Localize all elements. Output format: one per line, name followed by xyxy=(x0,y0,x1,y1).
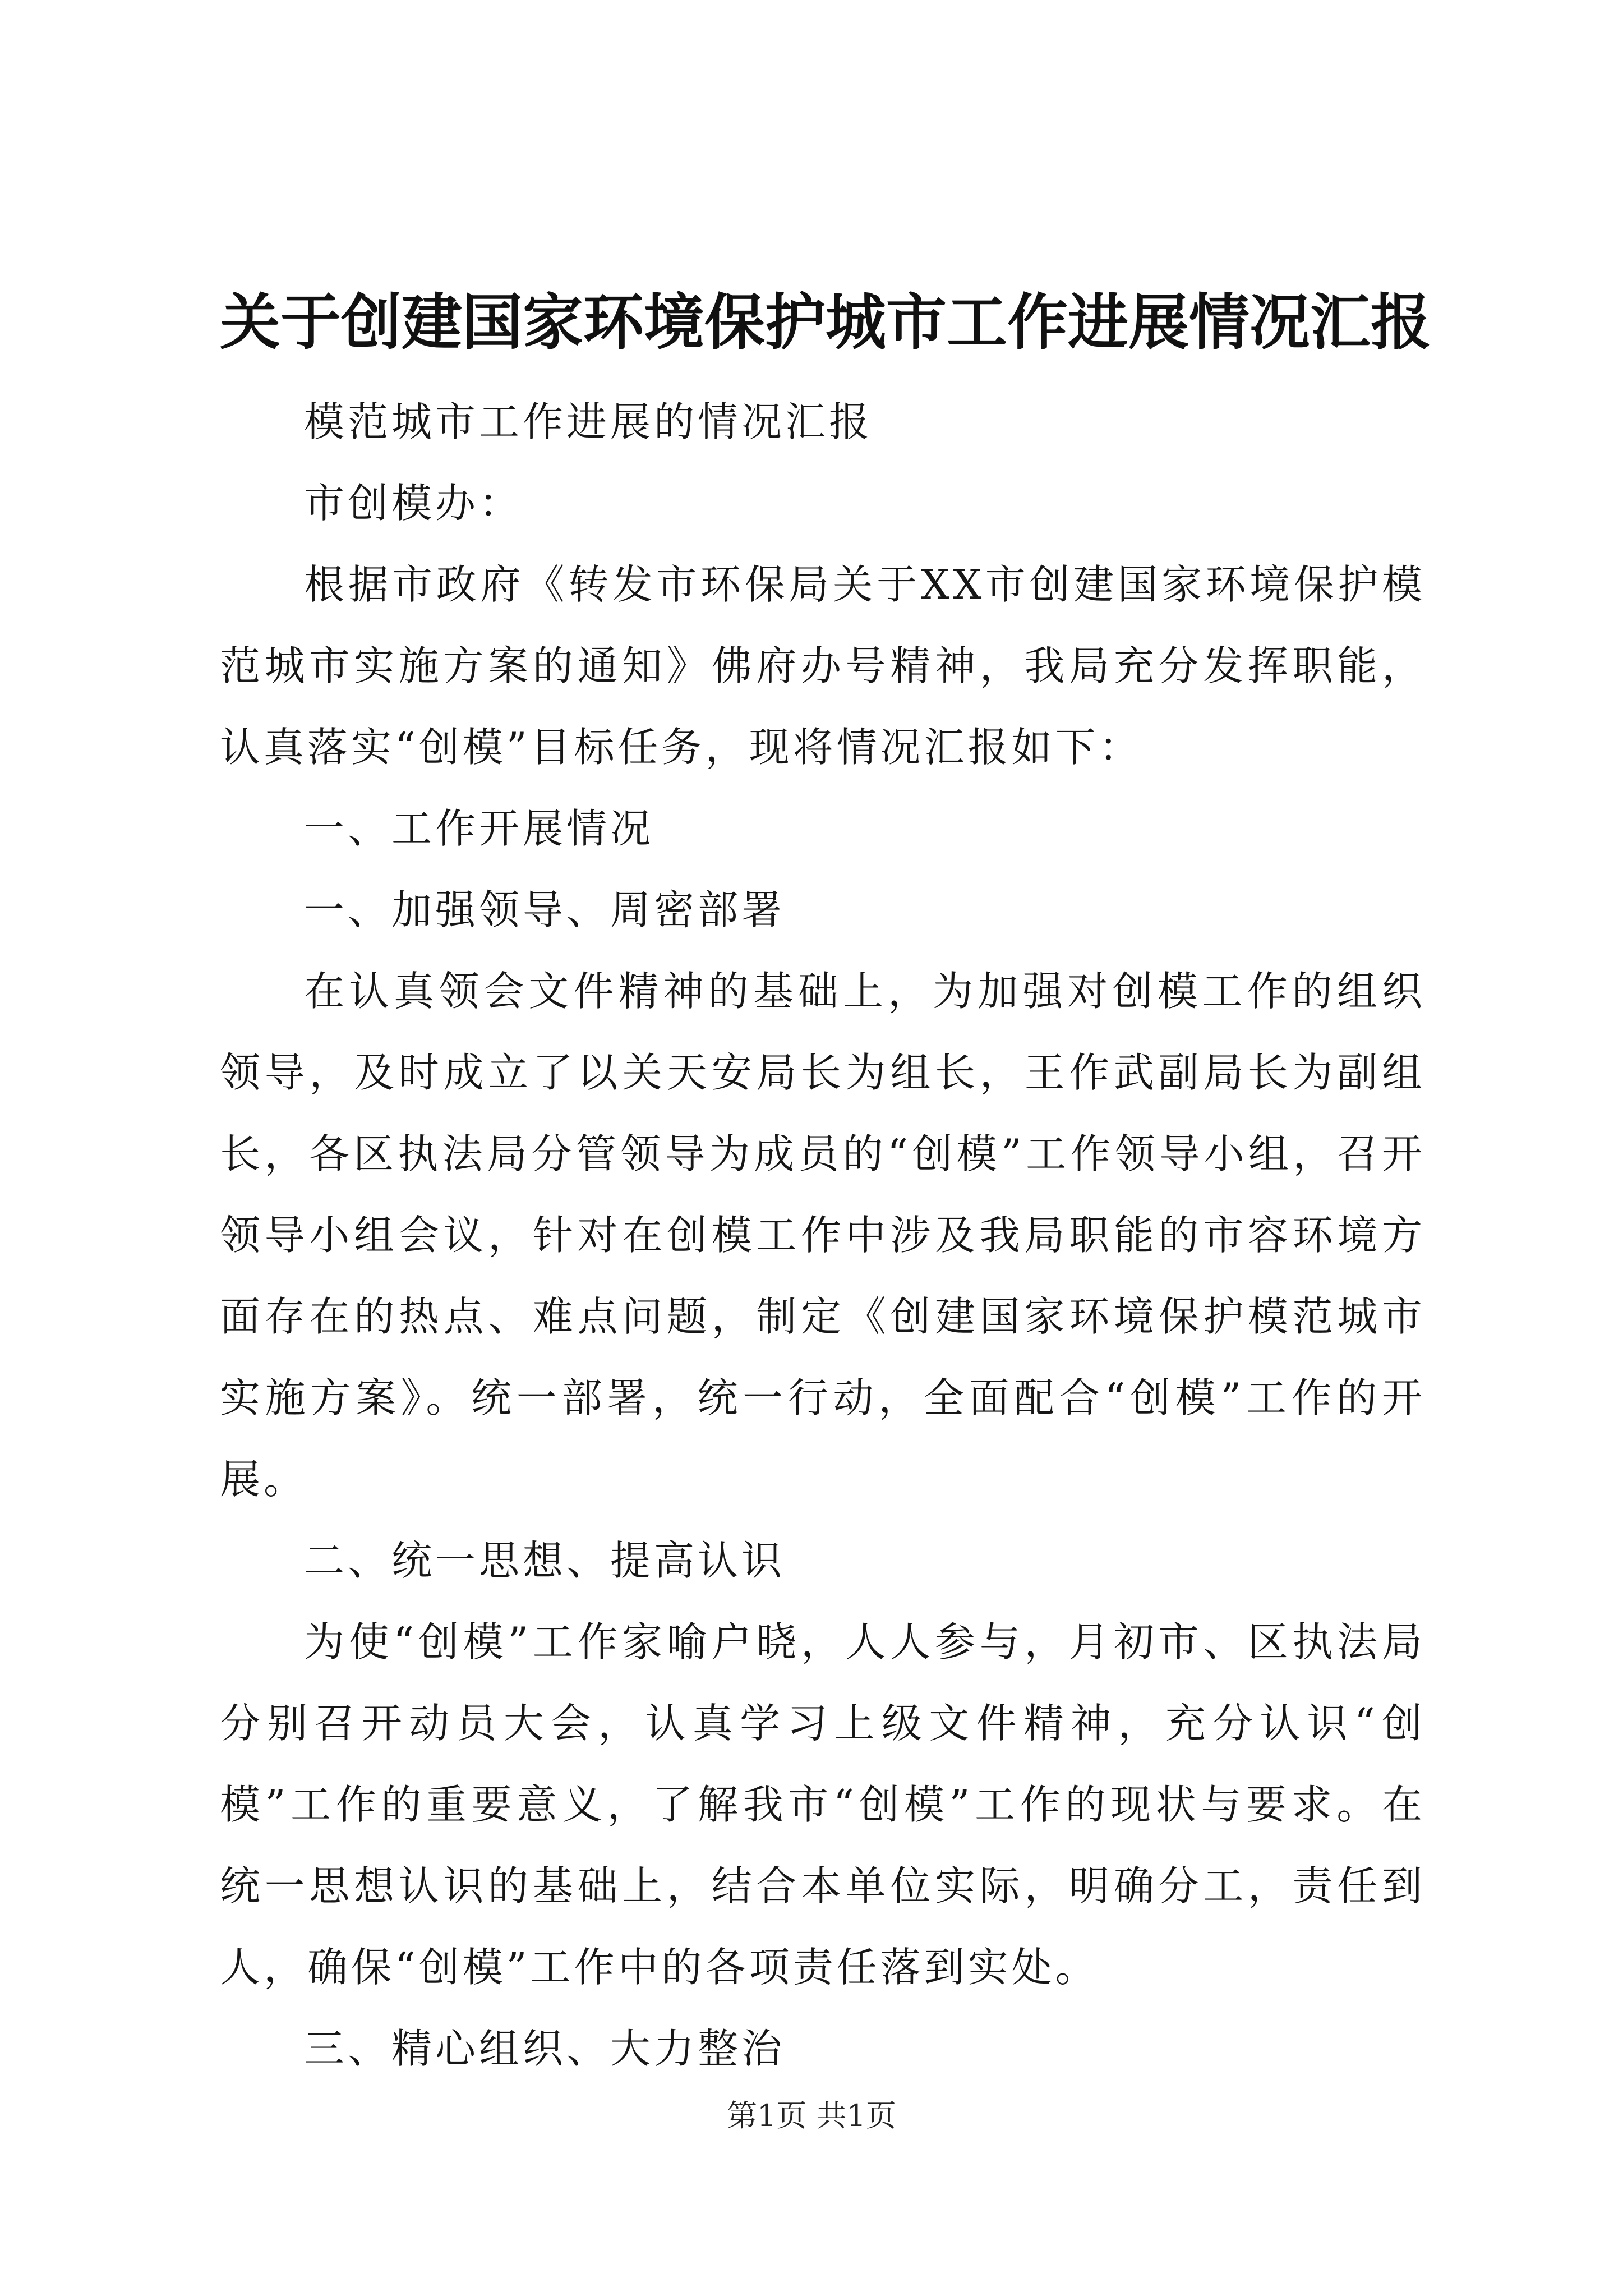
document-title: 关于创建国家环境保护城市工作进展情况汇报 xyxy=(220,287,1432,358)
document-body xyxy=(220,381,1426,2090)
section-heading-work-progress: 一、工作开展情况 xyxy=(304,805,654,852)
leadership-paragraph: 在认真领会文件精神的基础上，为加强对创模工作的组织领导，及时成立了以关天安局长为组长，王作武副局长为副组长，各区执法局分管领导为成员的“创模”工作领导小组，召开领导小组会议，针对在创模工作中涉及我局职能的市容环境方面存在的热点、难点问题，制定《创建国家环境保护模范城市实施方案》。统一部署，统一行动，全面配合“创模”工作的开展。 xyxy=(220,968,1426,1503)
subtitle-paragraph: 模范城市工作进展的情况汇报 xyxy=(304,398,873,445)
page-footer: 第1页 共1页 xyxy=(727,2098,896,2133)
subsection-heading-unify-thinking: 二、统一思想、提高认识 xyxy=(304,1537,786,1584)
subsection-heading-leadership: 一、加强领导、周密部署 xyxy=(304,886,786,933)
unify-thinking-paragraph: 为使“创模”工作家喻户晓，人人参与，月初市、区执法局分别召开动员大会，认真学习上级文件精神，充分认识“创模”工作的重要意义，了解我市“创模”工作的现状与要求。在统一思想认识的基础上，结合本单位实际，明确分工，责任到人，确保“创模”工作中的各项责任落到实处。 xyxy=(220,1618,1426,1991)
subsection-heading-rectification: 三、精心组织、大力整治 xyxy=(304,2025,786,2072)
addressee-paragraph: 市创模办： xyxy=(304,480,523,527)
intro-paragraph: 根据市政府《转发市环保局关于XX市创建国家环境保护模范城市实施方案的通知》佛府办号精神，我局充分发挥职能，认真落实“创模”目标任务，现将情况汇报如下： xyxy=(220,561,1426,771)
